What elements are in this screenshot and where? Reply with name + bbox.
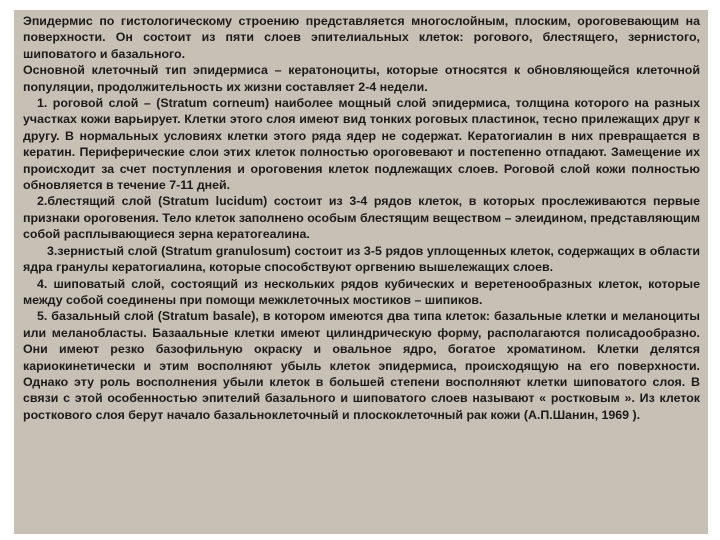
text-panel bbox=[14, 10, 708, 534]
text-block bbox=[23, 13, 700, 423]
paragraph-intro: Эпидермис по гистологическому строению представляется многослойным, плоским, ороговевающим на поверхности. Он состоит из пяти слоев эпителиальных клеток: рогового, блестящего, зернистого, шиповатого и базального. bbox=[23, 14, 700, 61]
paragraph-layer-5: 5. базальный слой (Stratum basale), в котором имеются два типа клеток: базальные клетки и меланоциты или меланобласты. Базаальные клетки имеют цилиндрическую форму, располагаются полисадообразно. Они имеют резко базофильную окраску и овальное ядро, богатое хроматином. Клетки делятся кариокинетически и этим восполняют убыль клеток эпидермиса, происходящую на его поверхности. Однако эту роль восполнения убыли клеток в большей степени восполняют клетки шиповатого слоя. В связи с этой особенностью эпителий базального и шиповатого слоев называют « ростковым ». Из клеток росткового слоя берут начало базальноклеточный и плоскоклеточный рак кожи (А.П.Шанин, 1969 ). bbox=[23, 309, 700, 422]
paragraph-cell-type: Основной клеточный тип эпидермиса – кератоноциты, которые относятся к обновляющейся клеточной популяции, продолжительность их жизни составляет 2-4 недели. bbox=[23, 63, 700, 94]
paragraph-layer-2: 2.блестящий слой (Stratum lucidum) состоит из 3-4 рядов клеток, в которых прослеживаются первые признаки ороговения. Тело клеток заполнено особым блестящим веществом – элеидином, представляющим собой расплывающиеся зерна кератогеалина. bbox=[23, 194, 700, 242]
paragraph-layer-1: 1. роговой слой – (Stratum corneum) наиболее мощный слой эпидермиса, толщина которого на разных участках кожи варьирует. Клетки этого слоя имеют вид тонких роговых пластинок, тесно прилежащих друг к другу. В нормальных условиях клетки этого ряда ядер не содержат. Кератогиалин в них превращается в кератин. Периферические слои этих клеток полностью ороговевают и постепенно отпадают. Замещение их происходит за счет поступления и ороговения клеток подлежащих слоев. Роговой слой кожи полностью обновляется в течение 7-11 дней. bbox=[23, 96, 700, 193]
paragraph-layer-3: 3.зернистый слой (Stratum granulosum) состоит из 3-5 рядов уплощенных клеток, содержащих в области ядра гранулы кератогиалина, которые способствуют оргвению вышележащих слоев. bbox=[23, 243, 700, 275]
paragraph-layer-4: 4. шиповатый слой, состоящий из нескольких рядов кубических и веретенообразных клеток, которые между собой соединены при помощи межклеточных мостиков – шипиков. bbox=[23, 276, 700, 307]
